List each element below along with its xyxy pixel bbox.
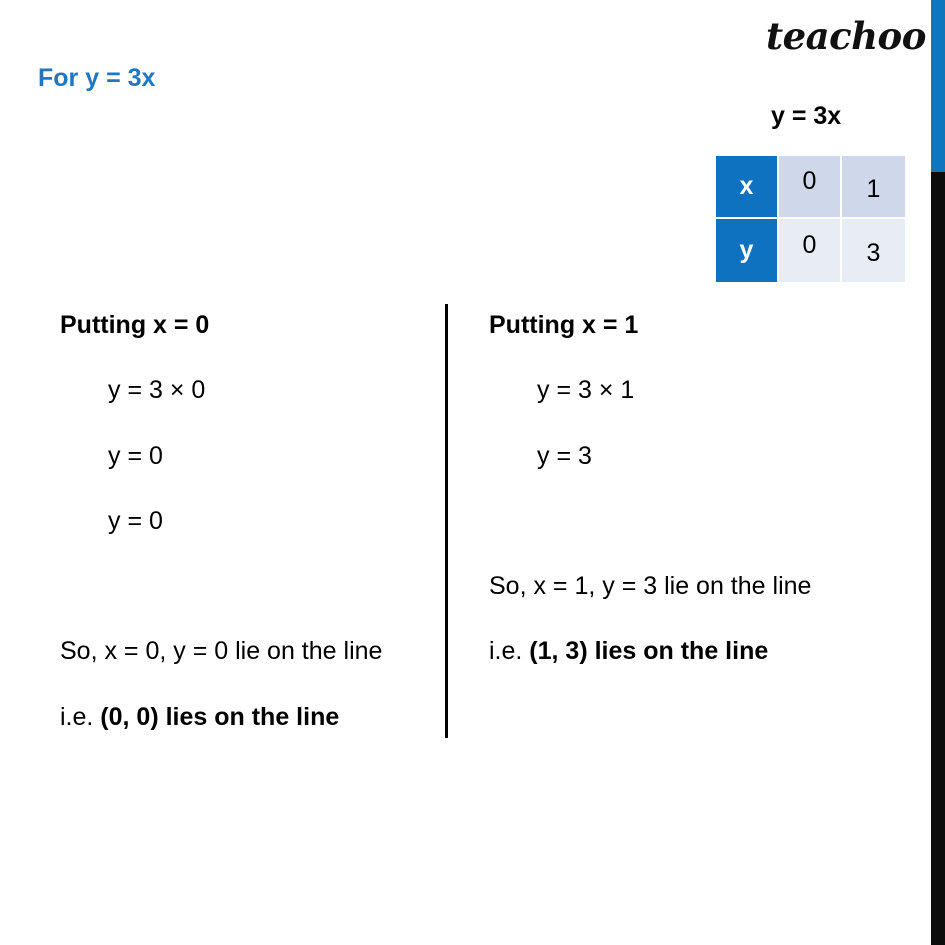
table-cell [842, 219, 905, 282]
table-row-y [716, 219, 905, 282]
right-conclusion: So, x = 1, y = 3 lie on the line [489, 572, 812, 600]
table-row-label: y [716, 219, 779, 282]
table-cell-value: 0 [802, 167, 817, 195]
table-cell-value: 1 [866, 175, 881, 203]
right-title: Putting x = 1 [489, 311, 639, 339]
table-cell [779, 156, 842, 219]
left-step: y = 0 [108, 507, 163, 535]
teachoo-logo: teachoo [766, 14, 926, 58]
right-ie-prefix: i.e. [489, 637, 530, 665]
left-conclusion: So, x = 0, y = 0 lie on the line [60, 637, 383, 665]
right-step: y = 3 [537, 442, 592, 470]
left-ie-line [60, 702, 339, 732]
table-title: y = 3x [771, 102, 842, 130]
left-title: Putting x = 0 [60, 311, 210, 339]
left-ie-prefix: i.e. [60, 703, 101, 731]
left-step: y = 3 × 0 [108, 376, 206, 404]
right-ie-point: (1, 3) lies on the line [529, 637, 769, 665]
column-divider [445, 304, 448, 738]
value-table [716, 156, 905, 282]
table-cell-value: 3 [866, 239, 881, 267]
table-row-label: x [716, 156, 779, 219]
table-row-x [716, 156, 905, 219]
page-heading: For y = 3x [38, 64, 156, 92]
right-edge-accent [931, 0, 945, 172]
table-cell [842, 156, 905, 219]
right-step: y = 3 × 1 [537, 376, 635, 404]
left-ie-point: (0, 0) lies on the line [100, 703, 340, 731]
table-cell-value: 0 [802, 231, 817, 259]
left-step: y = 0 [108, 442, 163, 470]
table-cell [779, 219, 842, 282]
right-ie-line [489, 636, 768, 666]
right-edge-bar [931, 0, 945, 945]
